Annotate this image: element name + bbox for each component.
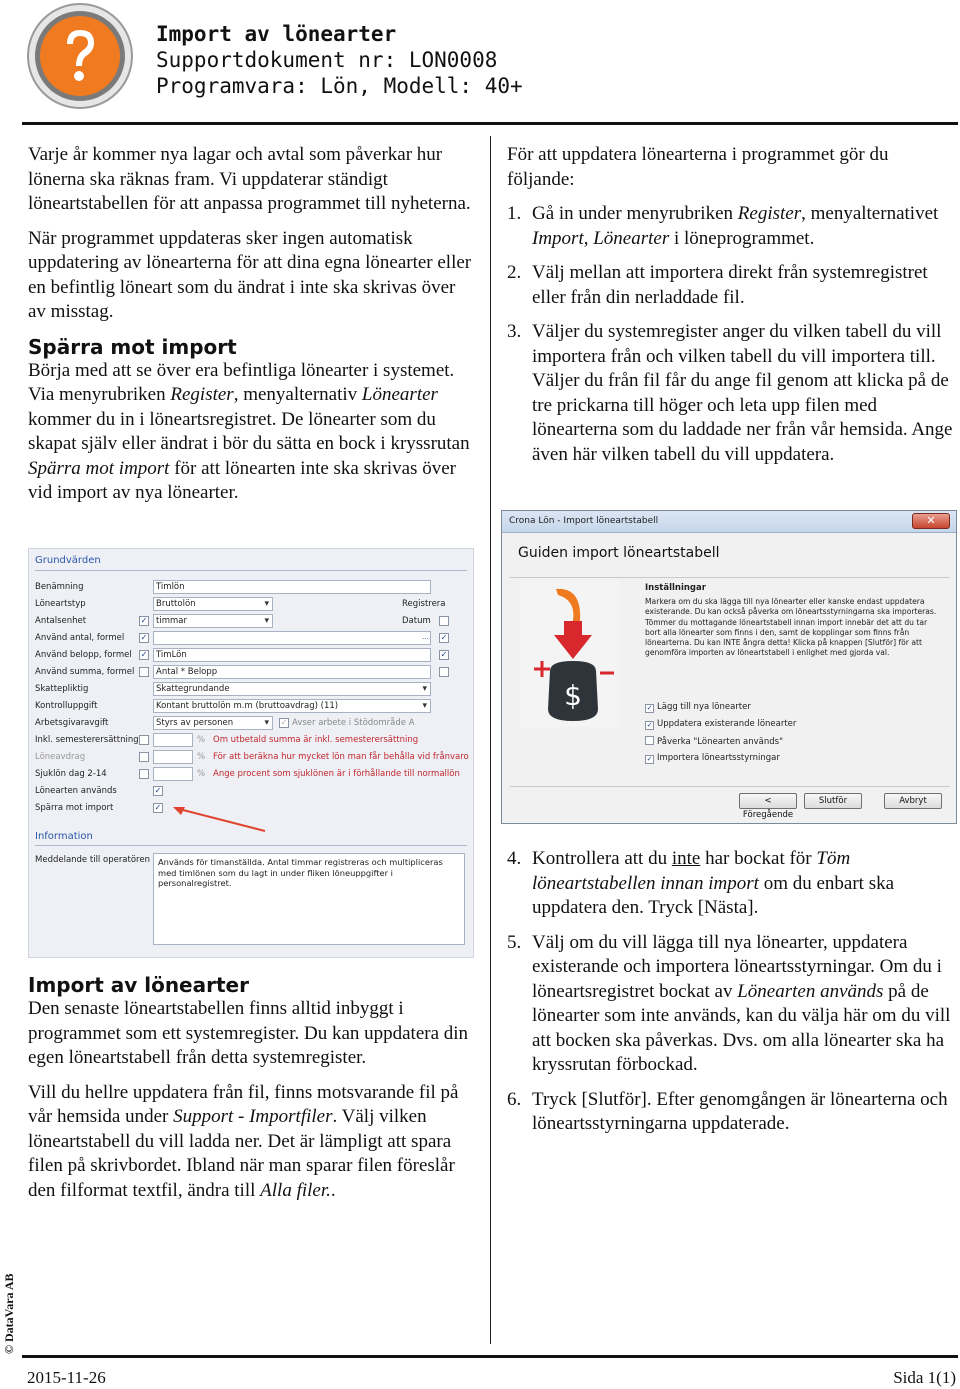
settings-text: Markera om du ska lägga till nya lönearter eller kanske endast uppdatera existerande. Du kan också påverka om löneartsstyrningarna ska importeras. Tömmer du mottagande löneartstabell innan import innebär det att du tar bort alla lönearter som finns i den, samt de kopplingar som finns från lönearterna. Du kan INTE ångra detta! Klicka på knappen [Slutför] för att genomföra importen av löneartstabell i enlighet med gjorda val.	[645, 597, 937, 658]
footer-divider	[22, 1355, 958, 1358]
tax-dropdown[interactable]: Skattegrundande ▾	[153, 682, 431, 696]
checkbox[interactable]	[139, 667, 149, 677]
window-title: Crona Lön - Import löneartstabell	[509, 516, 659, 526]
previous-button[interactable]: < Föregående	[739, 793, 797, 809]
finish-button[interactable]: Slutför	[804, 793, 862, 809]
row-label: Inkl. semesterersättning	[35, 735, 139, 745]
message-label: Meddelande till operatören	[35, 855, 150, 865]
heading-import-av-lonearter: Import av lönearter	[28, 973, 249, 997]
right-column	[507, 143, 957, 477]
section-basic-values: Grundvärden	[35, 555, 101, 566]
import-wizard-screenshot	[501, 510, 957, 824]
type-dropdown[interactable]: Bruttolön ▾	[153, 597, 273, 611]
money-bag-icon	[520, 581, 620, 727]
checkbox[interactable]: ✓	[140, 616, 148, 625]
sum-formula-field[interactable]: Antal * Belopp	[153, 665, 431, 679]
row-label: Spärra mot import	[35, 803, 114, 813]
sparra-paragraph: Börja med att se över era befintliga lönearter i systemet. Via menyrubriken Register, menyalternativ Lönearter kommer du in i löneartsregistret. De lönearter som du skapat själv eller ändrat i bör du sätta en bock i kryssrutan Spärra mot import för att lönearten inte ska skrivas över vid import av nya lönearter.	[28, 359, 470, 503]
step-2: 2. Välj mellan att importera direkt från systemregistret eller från din nerladdade fil.	[507, 262, 928, 308]
checkbox[interactable]	[139, 735, 149, 745]
salary-type-register-screenshot: Grundvärden Benämning Timlön Löneartstyp Bruttolön ▾ Registrera Antalsenhet ✓ timmar ▾ Datum Använd antal, formel ✓ ... ✓ Använd belopp, formel ✓ TimLön ✓ Använd summa, formel Antal * Belopp Skattepliktig Skattegrundande ▾ Kontrolluppgift Kontant bruttolön m.m (bruttoavdrag) (11) ▾ Arbetsgivaravgift Styrs av personen ▾ ✓ Avser arbete i Stödområde A Inkl. semesterersättning % Om utbetald summa är inkl. semesterersättning Löneavdrag % För att beräkna hur mycket lön man får behålla vid frånvaro Sjuklön dag 2-14 % Ange procent som sjuklönen är i förhållande till normallön Lönearten används ✓ Spärra mot import ✓ Information Meddelande till operatören Används för timanställda. Antal timmar registreras och multipliceras med timlönen som du lagt in under fliken löneuppgifter i personalregistret.	[28, 548, 474, 958]
checkbox[interactable]: ✓	[440, 633, 448, 642]
intro-paragraph-1: Varje år kommer nya lagar och avtal som påverkar hur lönerna ska räknas fram. Vi uppdaterar ständigt löneartstabellen för att anpassa programmet till nyheterna.	[28, 144, 471, 214]
document-title: Import av lönearter	[156, 22, 397, 46]
row-label: Lönearten används	[35, 786, 117, 796]
avser-label: Avser arbete i Stödområde A	[292, 718, 415, 728]
row-label: Skattepliktig	[35, 684, 89, 694]
import-paragraph: Den senaste löneartstabellen finns alltid inbyggt i programmet som ett systemregister. Du kan uppdatera din egen löneartstabell från detta systemregister.	[28, 998, 469, 1068]
right-column-bottom	[507, 847, 957, 1147]
file-paragraph: Vill du hellre uppdatera från fil, finns motsvarande fil på vår hemsida under Support - Importfiler. Välj vilken löneartstabell du vill ladda ner. Det är lämpligt att spara filen på skrivbordet. Ibland när man sparar filen föreslår den filformat textfil, ändra till Alla filer..	[28, 1081, 459, 1201]
left-column	[28, 143, 476, 516]
row-label: Antalsenhet	[35, 616, 87, 626]
column-divider	[490, 136, 491, 1344]
datum-label: Datum	[402, 616, 431, 626]
checkbox[interactable]: ✓	[140, 650, 148, 659]
settings-title: Inställningar	[645, 583, 706, 593]
row-label: Arbetsgivaravgift	[35, 718, 109, 728]
control-dropdown[interactable]: Kontant bruttolön m.m (bruttoavdrag) (11) ▾	[153, 699, 431, 713]
option-add-new[interactable]: ✓ Lägg till nya lönearter	[646, 702, 751, 712]
arrow-icon	[169, 805, 269, 835]
step-3: 3. Väljer du systemregister anger du vilken tabell du vill importera från och vilken tabell du vill importera till. Väljer du från fil får du ange fil genom att klicka på de tre prickarna till höger och leta upp filen med lönearterna som du laddade ner från vår hemsida. Ange även här vilken tabell du vill uppdatera.	[507, 321, 953, 465]
hint-text: Ange procent som sjuklönen är i förhållande till normallön	[213, 769, 460, 779]
row-label: Använd belopp, formel	[35, 650, 132, 660]
checkbox[interactable]: ✓	[140, 633, 148, 642]
wizard-title: Guiden import löneartstabell	[518, 545, 720, 561]
checkbox[interactable]	[439, 667, 449, 677]
spara-mot-import-checkbox[interactable]: ✓	[154, 803, 162, 812]
step-6: 6. Tryck [Slutför]. Efter genomgången är lönearterna och löneartsstyrningarna uppdaterade.	[507, 1088, 948, 1134]
step-1: 1. Gå in under menyrubriken Register, menyalternativet Import, Lönearter i löneprogrammet.	[507, 203, 939, 249]
checkbox[interactable]: ✓	[280, 718, 288, 727]
row-label: Benämning	[35, 582, 84, 592]
document-number: Supportdokument nr: LON0008	[156, 48, 498, 72]
row-label: Använd summa, formel	[35, 667, 135, 677]
help-logo-icon	[26, 2, 134, 110]
svg-text:$: $	[564, 679, 582, 712]
close-icon[interactable]: ✕	[912, 513, 950, 529]
amount-formula-field[interactable]: TimLön	[153, 648, 431, 662]
hint-text: Om utbetald summa är inkl. semesterersättning	[213, 735, 419, 745]
row-label: Kontrolluppgift	[35, 701, 98, 711]
option-update-existing[interactable]: ✓ Uppdatera existerande lönearter	[646, 719, 797, 729]
message-textarea[interactable]: Används för timanställda. Antal timmar registreras och multipliceras med timlönen som du lagt in under fliken löneuppgifter i personalregistret.	[153, 853, 465, 945]
row-label: Använd antal, formel	[35, 633, 125, 643]
row-label: Löneartstyp	[35, 599, 86, 609]
header-divider	[22, 122, 958, 125]
page-number: Sida 1(1)	[893, 1368, 956, 1387]
heading-sparra-mot-import: Spärra mot import	[28, 334, 237, 359]
name-field[interactable]: Timlön	[153, 580, 431, 594]
steps-intro: För att uppdatera lönearterna i programmet gör du följande:	[507, 144, 889, 190]
employer-fee-dropdown[interactable]: Styrs av personen ▾	[153, 716, 273, 730]
option-import-controls[interactable]: ✓ Importera löneartsstyrningar	[646, 753, 780, 763]
option-affect-used[interactable]: Påverka "Lönearten används"	[645, 736, 783, 747]
intro-paragraph-2: När programmet uppdateras sker ingen automatisk uppdatering av lönearterna för att dina egna lönearter eller en befintlig löneart som du ändrat i inte ska skrivas över av misstag.	[28, 227, 472, 322]
row-label: Sjuklön dag 2-14	[35, 769, 107, 779]
checkbox[interactable]: ✓	[154, 786, 162, 795]
step-4: 4. Kontrollera att du inte har bockat för Töm löneartstabellen innan import om du enbart ska uppdatera den. Tryck [Nästa].	[507, 848, 895, 918]
window-titlebar	[502, 511, 956, 533]
row-label: Löneavdrag	[35, 752, 86, 762]
step-5: 5. Välj om du vill lägga till nya lönearter, uppdatera existerande och importera löneartsstyrningar. Om du i löneartsregistret bockat av Lönearten används på de lönearter som inte används, kan du välja här om du vill att bocken ska påverkas. Dvs. om alla lönearter ska ha kryssrutan förbockad.	[507, 931, 951, 1075]
section-information: Information	[35, 831, 93, 842]
hint-text: För att beräkna hur mycket lön man får behålla vid frånvaro	[213, 752, 469, 762]
checkbox[interactable]	[139, 752, 149, 762]
left-column-bottom	[28, 967, 476, 1213]
checkbox[interactable]	[139, 769, 149, 779]
checkbox[interactable]	[439, 616, 449, 626]
copyright-text: © DataVara AB	[2, 1273, 16, 1354]
cancel-button[interactable]: Avbryt	[884, 793, 942, 809]
registra-label: Registrera	[402, 599, 446, 609]
software-info: Programvara: Lön, Modell: 40+	[156, 74, 523, 98]
unit-dropdown[interactable]: timmar ▾	[153, 614, 273, 628]
checkbox[interactable]: ✓	[440, 650, 448, 659]
document-date: 2015-11-26	[27, 1368, 106, 1387]
formula-field[interactable]	[153, 631, 431, 645]
